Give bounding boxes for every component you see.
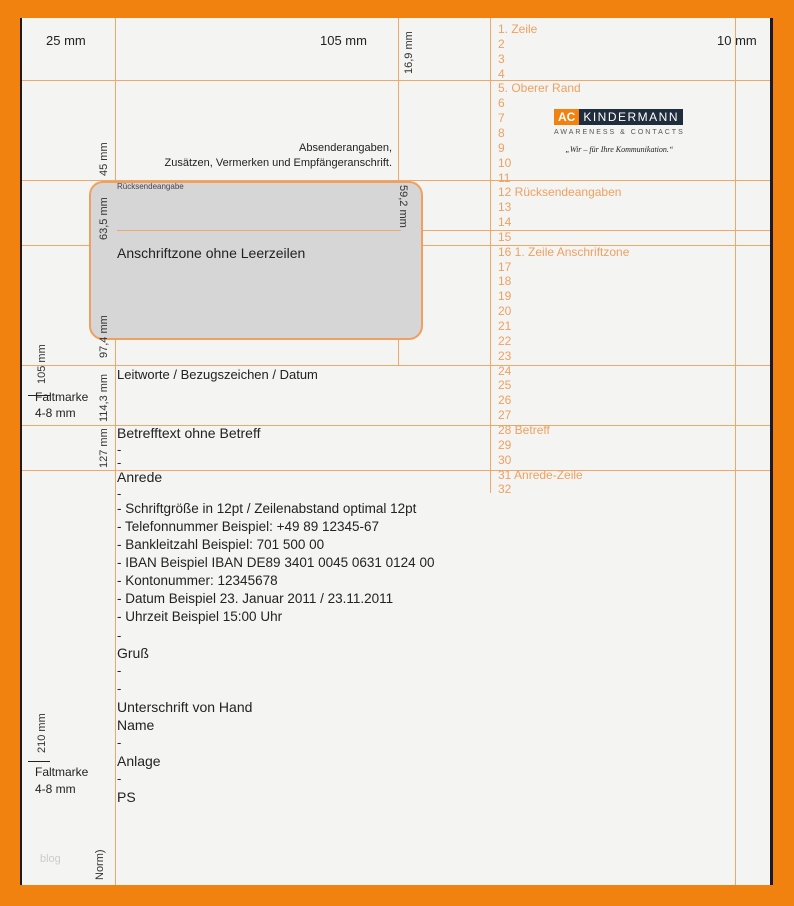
line-number: 4 (498, 66, 505, 81)
dim-59mm: 59,2 mm (397, 185, 409, 228)
bullet-time: - Uhrzeit Beispiel 15:00 Uhr (117, 609, 283, 624)
bullet-iban: - IBAN Beispiel IBAN DE89 3401 0045 0631 0124 00 (117, 555, 435, 570)
faltmarke-label-2: Faltmarke (35, 765, 89, 779)
line-number: 27 (498, 408, 512, 423)
kindermann-logo (554, 108, 685, 154)
line-number: 22 (498, 333, 512, 348)
line-number: 3 (498, 51, 505, 66)
faltmarke-size: 4-8 mm (35, 406, 76, 420)
bullet-account: - Kontonummer: 12345678 (117, 573, 278, 588)
dim-105mm: 105 mm (36, 344, 48, 384)
line-number: 20 (498, 304, 512, 319)
line-number: 17 (498, 259, 512, 274)
line-number: 19 (498, 289, 512, 304)
letter-template (22, 18, 770, 885)
bullet-phone: - Telefonnummer Beispiel: +49 89 12345-67 (117, 519, 380, 534)
return-line (117, 230, 401, 231)
line-number: 2 (498, 36, 505, 51)
sender-note-2: Zusätzen, Vermerken und Empfängeranschrift. (164, 157, 392, 169)
dash: - (117, 455, 122, 470)
logo-brand: KINDERMANN (579, 109, 683, 125)
line-number: 8 (498, 125, 505, 140)
watermark: blog (40, 853, 61, 865)
signature: Unterschrift von Hand (117, 699, 253, 715)
dash: - (117, 681, 122, 696)
page-edge-right (770, 18, 773, 885)
line-number: 10 (498, 155, 512, 170)
line-number: 26 (498, 393, 512, 408)
dash: - (117, 663, 122, 678)
left-margin-line (115, 18, 116, 885)
line-97mm (22, 365, 770, 366)
ruler-right: 10 mm (717, 33, 757, 48)
line-number: 15 (498, 229, 512, 244)
line-number: 5. Oberer Rand (498, 81, 581, 96)
line-number: 29 (498, 437, 512, 452)
line-number: 30 (498, 452, 512, 467)
faltmarke-label: Faltmarke (35, 390, 89, 404)
line-number: 7 (498, 111, 505, 126)
ruler-left: 25 mm (46, 33, 86, 48)
return-address-label: Rücksendeangabe (117, 182, 184, 191)
attachment: Anlage (117, 753, 161, 769)
dash: - (117, 735, 122, 750)
line-number: 32 (498, 482, 512, 497)
logo-tagline: AWARENESS & CONTACTS (554, 129, 685, 136)
ruler-top-vertical: 16,9 mm (403, 31, 415, 74)
dim-114mm: 114,3 mm (98, 373, 110, 422)
dim-127mm: 127 mm (98, 428, 110, 468)
line-number: 6 (498, 96, 505, 111)
line-number: 14 (498, 215, 512, 230)
address-zone-label: Anschriftzone ohne Leerzeilen (117, 245, 306, 261)
dim-45mm: 45 mm (98, 142, 110, 176)
dash: - (117, 442, 122, 457)
line-number: 25 (498, 378, 512, 393)
salutation: Anrede (117, 469, 163, 485)
dash: - (117, 771, 122, 786)
line-number: 11 (498, 170, 511, 185)
faltmarke-size-2: 4-8 mm (35, 782, 76, 796)
bullet-blz: - Bankleitzahl Beispiel: 701 500 00 (117, 537, 325, 552)
name: Name (117, 717, 155, 733)
line-number: 23 (498, 348, 512, 363)
ruler-center: 105 mm (320, 33, 367, 48)
address-window (89, 181, 423, 340)
dim-97mm: 97,4 mm (98, 315, 110, 358)
dim-210mm: 210 mm (36, 713, 48, 753)
bullet-date: - Datum Beispiel 23. Januar 2011 / 23.11.2011 (117, 591, 394, 606)
dim-norm: Norm) (94, 849, 106, 880)
fold-mark-2 (28, 761, 50, 762)
dim-63mm: 63,5 mm (98, 197, 110, 240)
line-number: 1. Zeile (498, 22, 538, 36)
line-number: 21 (498, 319, 512, 333)
subject-line: Betrefftext ohne Betreff (117, 425, 261, 441)
sender-note-1: Absenderangaben, (299, 142, 392, 154)
line-top-margin (22, 80, 770, 81)
logo-ac: AC (554, 109, 579, 125)
closing: Gruß (117, 645, 149, 661)
line-number: 28 Betreff (498, 422, 550, 437)
line-number: 24 (498, 363, 512, 378)
dash: - (117, 628, 122, 643)
bullet-font-size: - Schriftgröße in 12pt / Zeilenabstand optimal 12pt (117, 501, 417, 516)
line-number: 9 (498, 140, 505, 155)
line-number: 12 Rücksendeangaben (498, 185, 622, 200)
right-margin-line (735, 18, 736, 885)
line-number: 18 (498, 274, 512, 289)
reference-line: Leitworte / Bezugszeichen / Datum (117, 367, 318, 382)
ps: PS (117, 789, 136, 805)
logo-slogan: „Wir – für Ihre Kommunikation.“ (565, 145, 674, 154)
line-number: 13 (498, 200, 512, 215)
body-bullets (117, 500, 434, 626)
number-column-line (490, 18, 491, 493)
line-number: 16 1. Zeile Anschriftzone (498, 244, 630, 259)
line-number: 31 Anrede-Zeile (498, 467, 583, 482)
dash: - (117, 486, 122, 501)
